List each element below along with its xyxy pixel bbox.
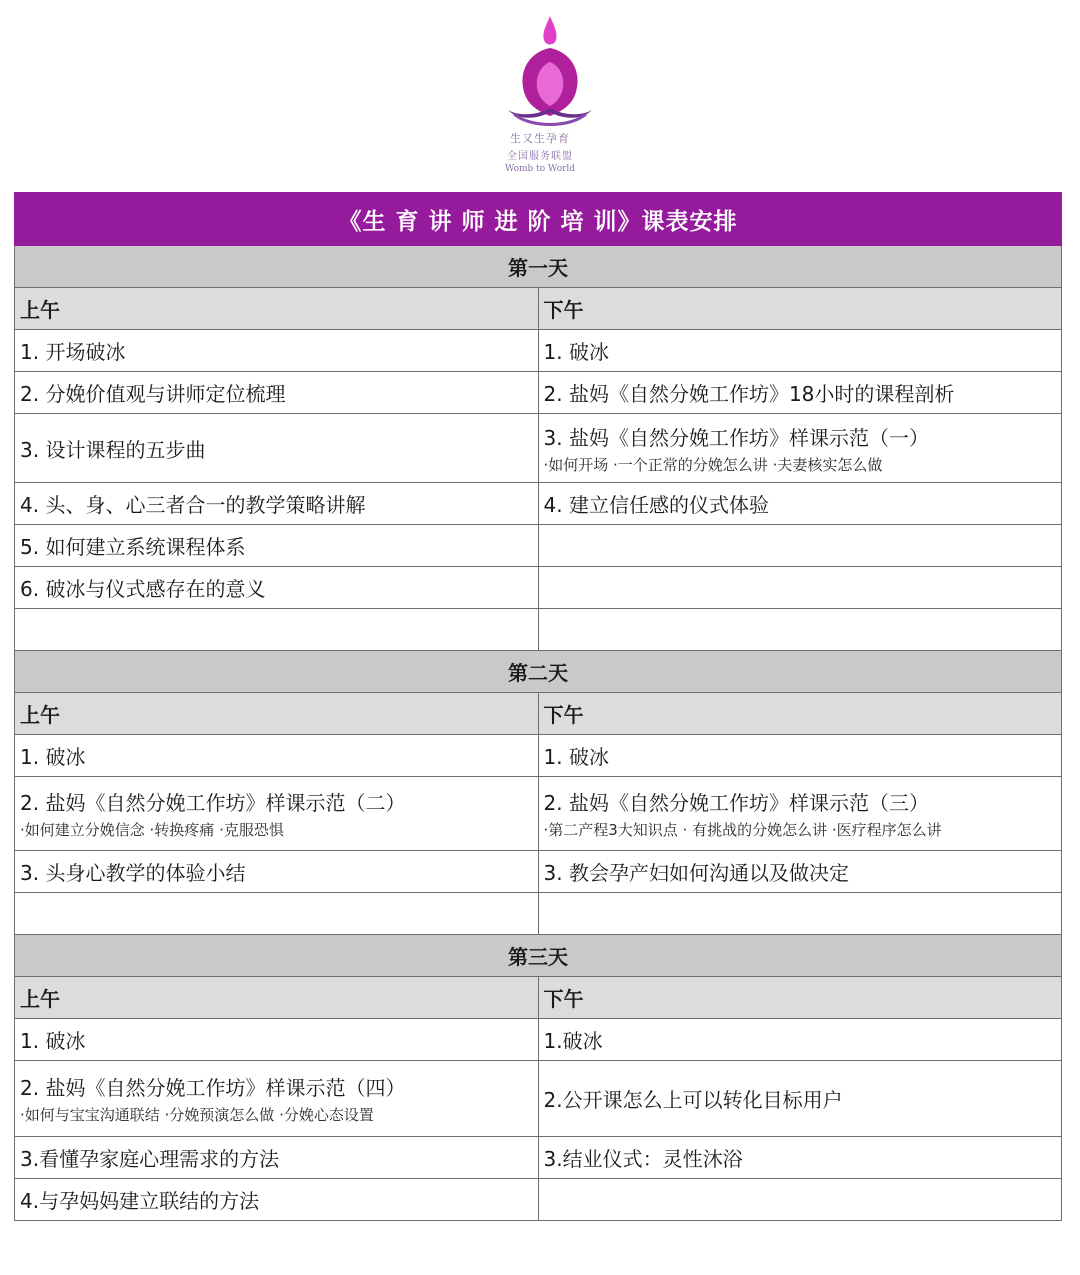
morning-item-text: 2. 盐妈《自然分娩工作坊》样课示范（二） [20,791,406,815]
morning-item-text: 1. 开场破冰 [20,340,126,364]
afternoon-item-text: 2. 盐妈《自然分娩工作坊》样课示范（三） [543,791,929,815]
morning-item-text: 4. 头、身、心三者合一的教学策略讲解 [20,493,366,517]
afternoon-item [538,525,1062,567]
morning-item-text: 3. 设计课程的五步曲 [20,437,206,462]
morning-item-subtext: ·如何建立分娩信念 ·转换疼痛 ·克服恐惧 [20,821,284,839]
table-row [15,330,1062,372]
afternoon-item-subtext: ·第二产程3大知识点 · 有挑战的分娩怎么讲 ·医疗程序怎么讲 [543,821,942,839]
table-row [15,483,1062,525]
afternoon-item-text: 3. 教会孕产妇如何沟通以及做决定 [543,861,849,885]
morning-item-text: 3. 头身心教学的体验小结 [20,861,246,885]
afternoon-label: 下午 [538,288,1062,330]
half-day-header-row [15,288,1062,330]
morning-item-text: 6. 破冰与仪式感存在的意义 [20,577,266,601]
afternoon-item-text: 1.破冰 [543,1029,603,1053]
afternoon-label: 下午 [538,977,1062,1019]
day-header-row [15,246,1062,288]
afternoon-item [538,330,1062,372]
morning-item-text: 2. 分娩价值观与讲师定位梳理 [20,382,286,406]
afternoon-item-text: 2.公开课怎么上可以转化目标用户 [543,1088,843,1112]
morning-item [15,567,539,609]
table-row [15,525,1062,567]
morning-label: 上午 [15,977,539,1019]
afternoon-item [538,1061,1062,1137]
day-header-row [15,935,1062,977]
afternoon-item [538,735,1062,777]
afternoon-item [538,1137,1062,1179]
afternoon-item [538,567,1062,609]
afternoon-item [538,372,1062,414]
afternoon-item-text: 3. 盐妈《自然分娩工作坊》样课示范（一） [543,425,929,450]
morning-item [15,372,539,414]
afternoon-item [538,851,1062,893]
afternoon-item-text: 1. 破冰 [543,340,609,364]
morning-item-text: 1. 破冰 [20,1029,86,1053]
morning-item-text: 3.看懂孕家庭心理需求的方法 [20,1147,280,1171]
afternoon-item-text: 4. 建立信任感的仪式体验 [543,493,769,517]
morning-item [15,735,539,777]
table-title: 《生 育 讲 师 进 阶 培 训》课表安排 [15,193,1062,246]
morning-item [15,609,539,651]
morning-item-text: 4.与孕妈妈建立联结的方法 [20,1189,260,1213]
logo-english: Womb to World [504,164,576,174]
table-row [15,414,1062,483]
half-day-header-row [15,977,1062,1019]
half-day-header-row [15,693,1062,735]
afternoon-item [538,777,1062,851]
morning-item [15,330,539,372]
morning-item [15,525,539,567]
afternoon-item [538,1179,1062,1221]
logo [0,0,1080,190]
table-row [15,1061,1062,1137]
logo-subtitle: 全国服务联盟 [507,151,573,162]
morning-item-text: 5. 如何建立系统课程体系 [20,535,246,559]
morning-item [15,1179,539,1221]
morning-item [15,414,539,483]
table-row [15,735,1062,777]
morning-label: 上午 [15,288,539,330]
day-title: 第二天 [15,651,1062,693]
afternoon-item-text: 1. 破冰 [543,745,609,769]
schedule-table [14,192,1062,1221]
afternoon-item-subtext: ·如何开场 ·一个正常的分娩怎么讲 ·夫妻核实怎么做 [543,455,883,474]
table-row [15,372,1062,414]
afternoon-item-text: 2. 盐妈《自然分娩工作坊》18小时的课程剖析 [543,382,955,406]
day-header-row [15,651,1062,693]
afternoon-item [538,414,1062,483]
lotus-logo-icon [500,12,600,132]
morning-item-text: 2. 盐妈《自然分娩工作坊》样课示范（四） [20,1076,406,1100]
table-row [15,893,1062,935]
table-row [15,851,1062,893]
afternoon-item [538,1019,1062,1061]
morning-item-text: 1. 破冰 [20,745,86,769]
afternoon-item-text: 3.结业仪式：灵性沐浴 [543,1147,743,1171]
table-row [15,1019,1062,1061]
morning-item [15,483,539,525]
morning-label: 上午 [15,693,539,735]
morning-item [15,1061,539,1137]
morning-item [15,1137,539,1179]
morning-item-subtext: ·如何与宝宝沟通联结 ·分娩预演怎么做 ·分娩心态设置 [20,1106,374,1124]
morning-item [15,1019,539,1061]
morning-item [15,851,539,893]
table-row [15,1137,1062,1179]
table-row [15,567,1062,609]
table-row [15,1179,1062,1221]
afternoon-item [538,483,1062,525]
day-title: 第三天 [15,935,1062,977]
morning-item [15,893,539,935]
logo-title: 生又生孕育 [510,132,570,145]
table-row [15,777,1062,851]
afternoon-label: 下午 [538,693,1062,735]
afternoon-item [538,609,1062,651]
table-title-row [15,193,1062,246]
morning-item [15,777,539,851]
table-row [15,609,1062,651]
day-title: 第一天 [15,246,1062,288]
afternoon-item [538,893,1062,935]
